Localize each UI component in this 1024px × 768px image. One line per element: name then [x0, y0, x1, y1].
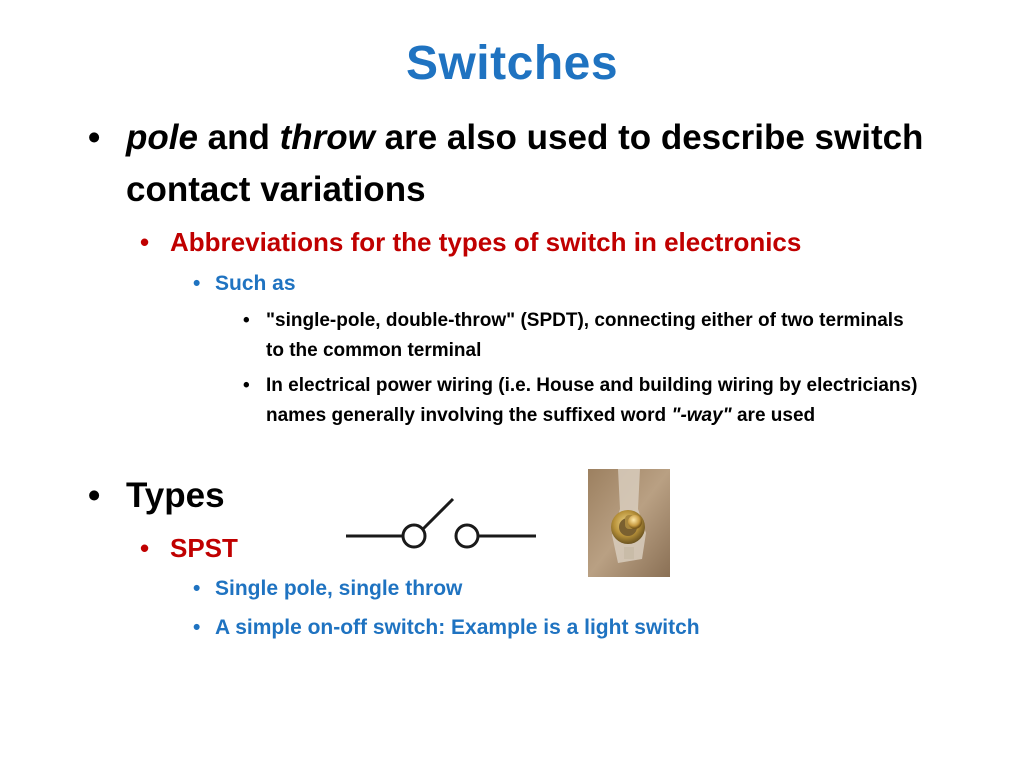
bullet-dot: • — [193, 616, 201, 639]
bullet-spst — [140, 531, 320, 565]
bullet-spdt-text: "single-pole, double-throw" (SPDT), connecting either of two terminals to the common terminal — [266, 310, 904, 361]
bullet-spdt — [243, 306, 926, 366]
power-wiring-pre: In electrical power wiring (i.e. House and building wiring by electricians) names generally involving the suffixed word — [266, 375, 918, 426]
bullet-such-as — [193, 269, 915, 299]
bullet-dot: • — [193, 272, 201, 295]
bullet-power-wiring-text — [266, 371, 926, 431]
bullet-dot: • — [243, 375, 250, 396]
symbol-right-contact — [456, 525, 478, 547]
bullet-dot: • — [88, 476, 101, 515]
toggle-switch-photo — [588, 469, 670, 577]
bullet-dot: • — [243, 310, 250, 331]
bullet-dot: • — [140, 227, 150, 257]
bullet-such-as-text: Such as — [215, 272, 296, 295]
photo-lever-tip — [628, 515, 642, 529]
symbol-left-contact — [403, 525, 425, 547]
bullet-dot: • — [88, 118, 101, 157]
toggle-switch-illustration — [588, 469, 670, 577]
bullet-pole-throw — [88, 112, 926, 216]
symbol-lever — [423, 499, 453, 529]
bullet-types-text: Types — [126, 476, 225, 515]
bullet-dot: • — [193, 577, 201, 600]
bullet-types — [88, 470, 326, 522]
bullet-single-pole-text: Single pole, single throw — [215, 577, 463, 600]
spst-switch-symbol — [344, 494, 540, 552]
bullet-pole-throw-text — [126, 112, 926, 216]
power-wiring-post: are used — [731, 405, 816, 426]
bullet-on-off — [193, 613, 915, 643]
bullet-single-pole — [193, 574, 915, 604]
photo-tab — [624, 547, 634, 559]
bullet-pole-throw-rest: are also used to describe switch contact variations — [126, 118, 924, 209]
bullet-power-wiring — [243, 371, 926, 431]
bullet-on-off-text: A simple on-off switch: Example is a light switch — [215, 616, 700, 639]
bullet-abbreviations-text: Abbreviations for the types of switch in electronics — [170, 227, 802, 257]
bullet-abbreviations — [140, 225, 910, 259]
way-term: "-way" — [671, 405, 732, 426]
slide-title: Switches — [405, 37, 619, 90]
term-pole: pole — [126, 118, 198, 157]
word-and: and — [197, 118, 280, 157]
term-throw: throw — [279, 118, 375, 157]
symbol-gap — [419, 516, 424, 526]
bullet-spst-text: SPST — [170, 533, 238, 563]
bullet-dot: • — [140, 533, 150, 563]
